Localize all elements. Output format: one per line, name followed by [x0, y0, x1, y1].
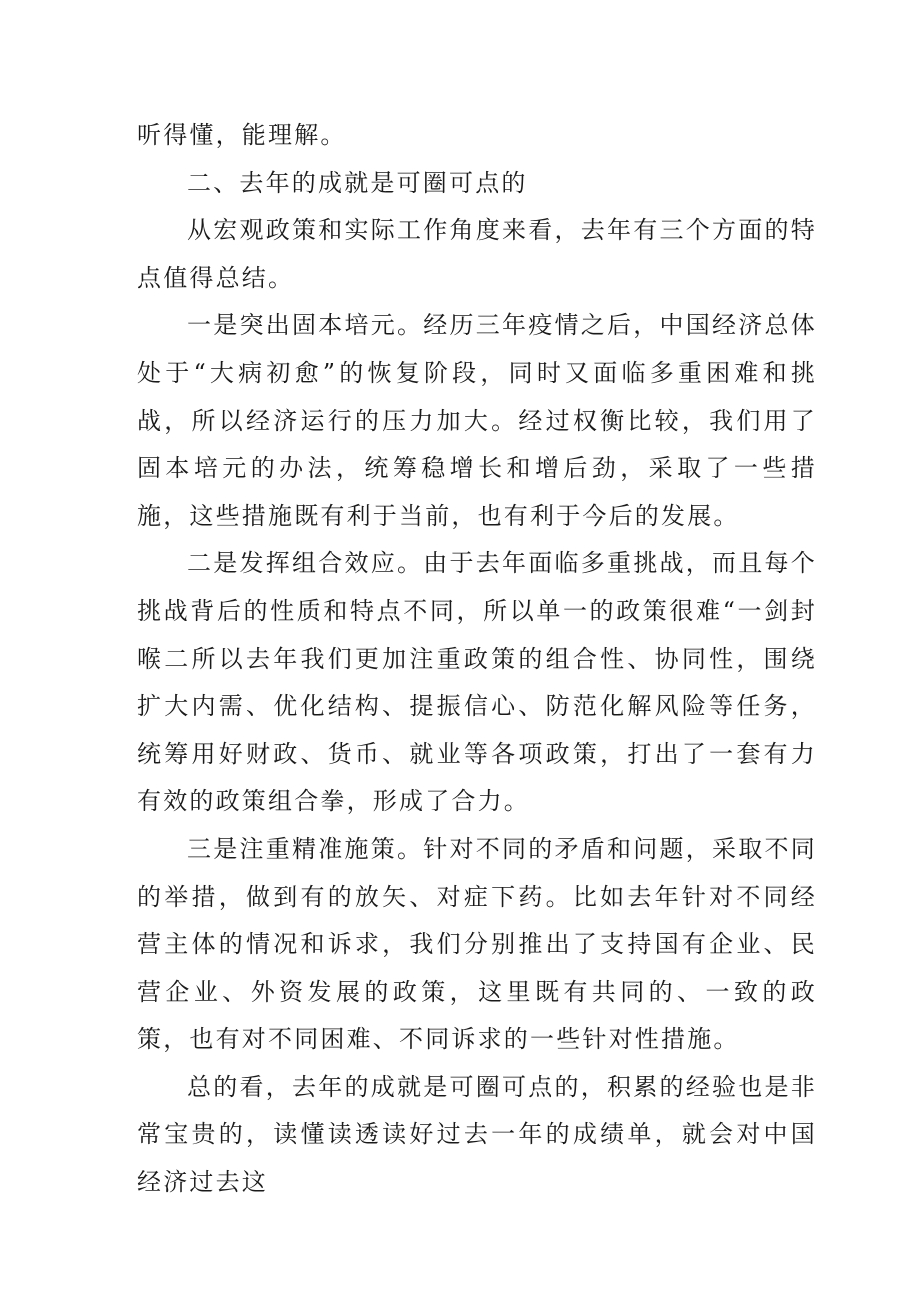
paragraph-intro: 从宏观政策和实际工作角度来看，去年有三个方面的特点值得总结。: [137, 216, 817, 292]
paragraph-point-three: 三是注重精准施策。针对不同的矛盾和问题，采取不同的举措，做到有的放矢、对症下药。比如去年针对不同经营主体的情况和诉求，我们分别推出了支持国有企业、民营企业、外资发展的政策，这里既有共同的、一致的政策，也有对不同困难、不同诉求的一些针对性措施。: [137, 834, 817, 1054]
document-body: [137, 112, 817, 1207]
section-heading: 二、去年的成就是可圈可点的: [187, 168, 528, 197]
paragraph-point-two: 二是发挥组合效应。由于去年面临多重挑战，而且每个挑战背后的性质和特点不同，所以单一的政策很难“一剑封喉二所以去年我们更加注重政策的组合性、协同性，围绕扩大内需、优化结构、提振信心、防范化解风险等任务，统筹用好财政、货币、就业等各项政策，打出了一套有力有效的政策组合拳，形成了合力。: [137, 549, 817, 816]
paragraph-continuation: 听得懂，能理解。: [137, 121, 347, 149]
paragraph-point-one: 一是突出固本培元。经历三年疫情之后，中国经济总体处于“大病初愈”的恢复阶段，同时又面临多重困难和挑战，所以经济运行的压力加大。经过权衡比较，我们用了固本培元的办法，统筹稳增长和增后劲，采取了一些措施，这些措施既有利于当前，也有利于今后的发展。: [137, 311, 817, 530]
paragraph-summary: 总的看，去年的成就是可圈可点的，积累的经验也是非常宝贵的，读懂读透读好过去一年的成绩单，就会对中国经济过去这: [137, 1072, 817, 1197]
